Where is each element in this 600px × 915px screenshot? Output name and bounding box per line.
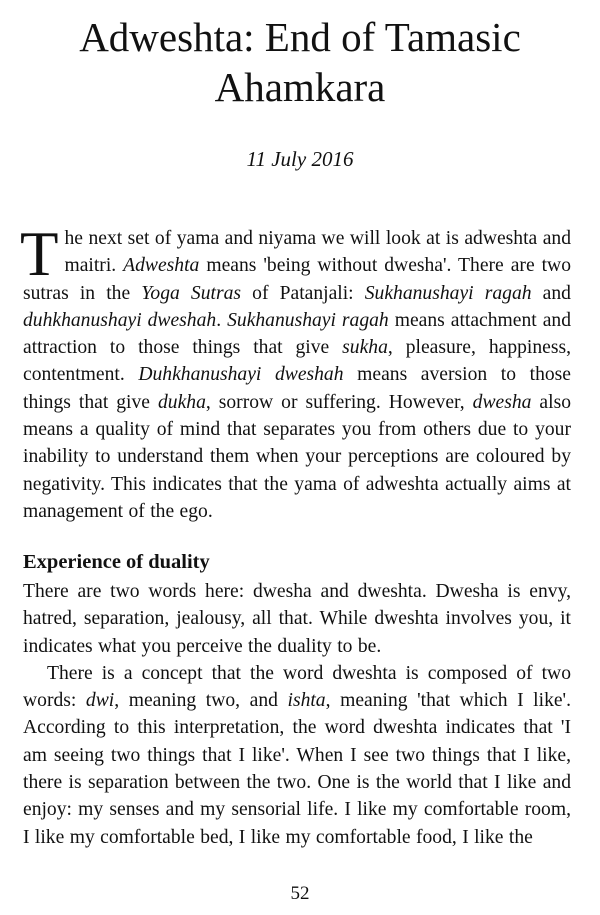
- intro-text-8: means aversion to those things that give: [23, 364, 571, 413]
- section-text-b: , meaning two, and: [114, 690, 288, 712]
- intro-text-6: means attachment and attraction to those things that give: [23, 309, 571, 359]
- section-paragraph-1: There are two words here: dwesha and dweshta. Dwesha is envy, hatred, separation, jealousy, all that. While dweshta involves you, it indicates what you perceive the duality to be.: [23, 581, 571, 657]
- term-dwesha: dwesha: [472, 391, 532, 413]
- intro-text-3: of Patanjali:: [241, 282, 365, 304]
- term-sukhanushayi-ragah-1: Sukhanushayi ragah: [364, 282, 532, 304]
- intro-text-2: means 'being without dwesha'. There are two sutras in the: [23, 255, 572, 304]
- intro-section: [20, 219, 572, 525]
- chapter-title-line-2: Ahamkara: [214, 64, 386, 110]
- term-yoga-sutras: Yoga Sutras: [141, 282, 242, 304]
- section-text-c: , meaning 'that which I like'. According to this interpretation, the word dweshta indicates that 'I am seeing two things that I like'. When I see two things that I like, there is separation between the two. One is the world that I like and enjoy: my senses and my sensorial life. I like my comfortable room, I like my comfortable bed, I like my comfortable food, I like the: [23, 690, 571, 848]
- intro-text-1: he next set of yama and niyama we will look at is adweshta and maitri.: [64, 228, 571, 277]
- term-duhkhanushayi-dweshah-2: Duhkhanushayi dweshah: [138, 364, 344, 386]
- duality-section: [23, 578, 571, 851]
- term-duhkhanushayi-dweshah-1: duhkhanushayi dweshah: [23, 309, 217, 331]
- intro-text-9: , sorrow or suffering. However,: [205, 391, 473, 413]
- intro-text-4: and: [531, 282, 571, 304]
- intro-paragraph: [20, 219, 572, 525]
- term-sukhanushayi-ragah-2: Sukhanushayi ragah: [227, 309, 389, 331]
- chapter-title-line-1: Adweshta: End of Tamasic: [79, 14, 521, 60]
- chapter-date: 11 July 2016: [246, 147, 354, 171]
- term-ishta: ishta: [287, 690, 326, 712]
- term-dwi: dwi: [85, 690, 115, 712]
- chapter-title: [20, 12, 580, 112]
- drop-cap: T: [20, 219, 59, 289]
- term-sukha: sukha: [342, 337, 388, 359]
- page-number: 52: [290, 883, 310, 904]
- intro-text-7: , pleasure, happiness, contentment.: [23, 337, 571, 386]
- intro-text-10: also means a quality of mind that separates you from others due to your inability to understand them when your perceptions are coloured by negativity. This indicates that the yama of adweshta actually aims at management of the ego.: [23, 391, 571, 522]
- section-paragraph-2: [23, 660, 571, 851]
- section-text-a: There is a concept that the word dweshta is composed of two words:: [23, 662, 571, 712]
- term-dukha: dukha: [157, 391, 206, 413]
- intro-text-5: .: [216, 309, 228, 331]
- section-heading: Experience of duality: [23, 551, 210, 573]
- term-adweshta: Adweshta: [123, 255, 200, 277]
